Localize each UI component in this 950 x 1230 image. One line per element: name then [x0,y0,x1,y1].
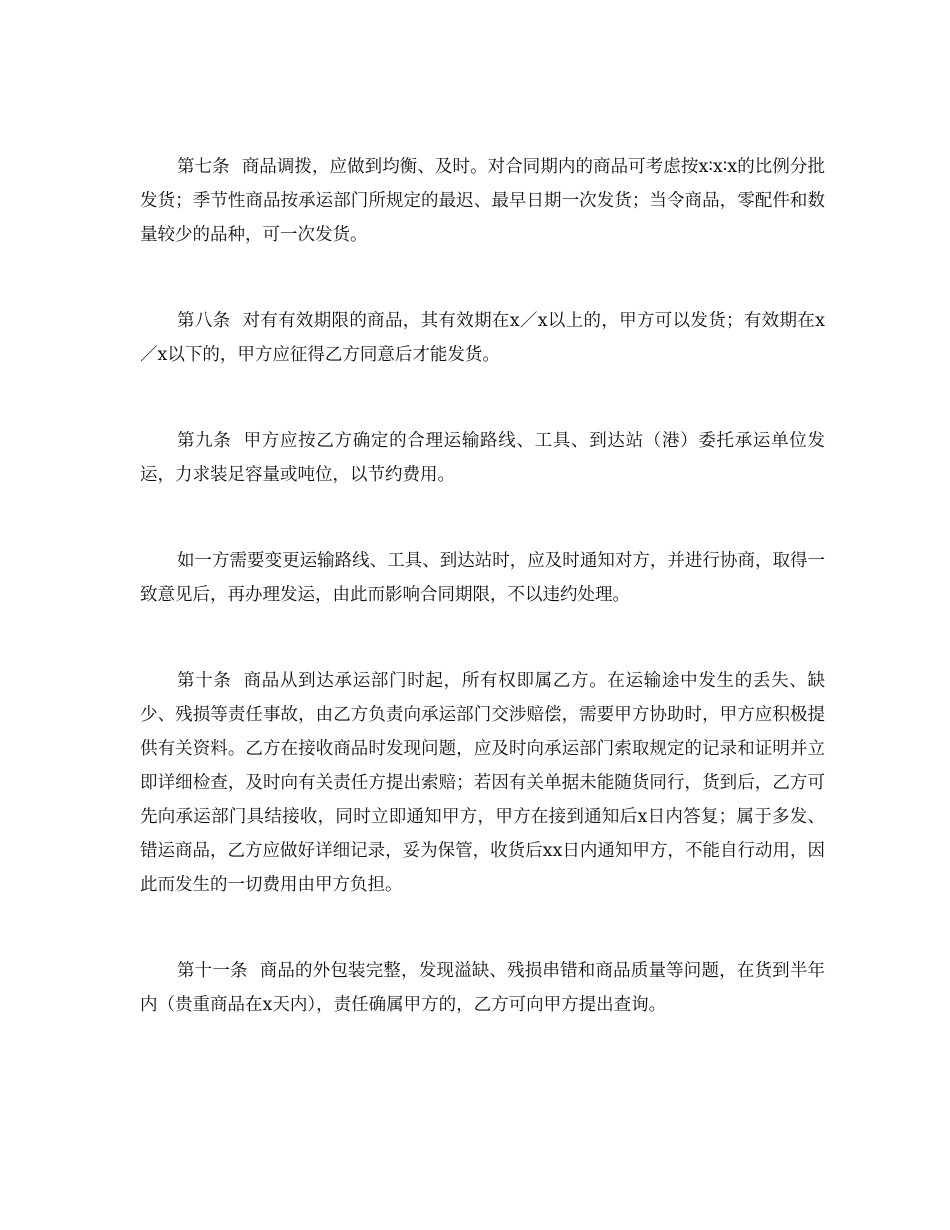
clause-text: 商品从到达承运部门时起，所有权即属乙方。在运输途中发生的丢失、缺少、残损等责任事故，由乙方负责向承运部门交涉赔偿，需要甲方协助时，甲方应积极提供有关资料。乙方在接收商品时发现问题，应及时向承运部门索取规定的记录和证明并立即详细检查，及时向有关责任方提出索赔；若因有关单据未能随货同行，货到后，乙方可先向承运部门具结接收，同时立即通知甲方，甲方在接到通知后x日内答复；属于多发、错运商品，乙方应做好详细记录，妥为保管，收货后xx日内通知甲方，不能自行动用，因此而发生的一切费用由甲方负担。 [140,671,826,895]
clause-8 [140,304,825,372]
clause-9-supplement [140,544,825,612]
clause-text: 对有有效期限的商品，其有效期在x／x以上的，甲方可以发货；有效期在x／x以下的，甲方应征得乙方同意后才能发货。 [140,311,826,365]
clause-text: 商品的外包装完整，发现溢缺、残损串错和商品质量等问题，在货到半年内（贵重商品在x天内），责任确属甲方的，乙方可向甲方提出查询。 [140,961,825,1015]
clause-text: 商品调拨，应做到均衡、及时。对合同期内的商品可考虑按x∶x∶x的比例分批发货；季节性商品按承运部门所规定的最迟、最早日期一次发货；当令商品，零配件和数量较少的品种，可一次发货。 [140,157,825,245]
clause-heading: 第七条 [177,157,230,177]
clause-heading: 第九条 [177,431,232,451]
document-body [140,150,825,1074]
clause-heading: 第十条 [177,671,232,691]
clause-11 [140,954,825,1022]
clause-9 [140,424,825,492]
clause-heading: 第八条 [177,311,231,331]
clause-10 [140,664,825,902]
clause-7 [140,150,825,252]
clause-text: 甲方应按乙方确定的合理运输路线、工具、到达站（港）委托承运单位发运，力求装足容量或吨位，以节约费用。 [140,431,826,485]
clause-text: 如一方需要变更运输路线、工具、到达站时，应及时通知对方，并进行协商，取得一致意见后，再办理发运，由此而影响合同期限，不以违约处理。 [140,551,825,605]
clause-heading: 第十一条 [177,961,248,981]
